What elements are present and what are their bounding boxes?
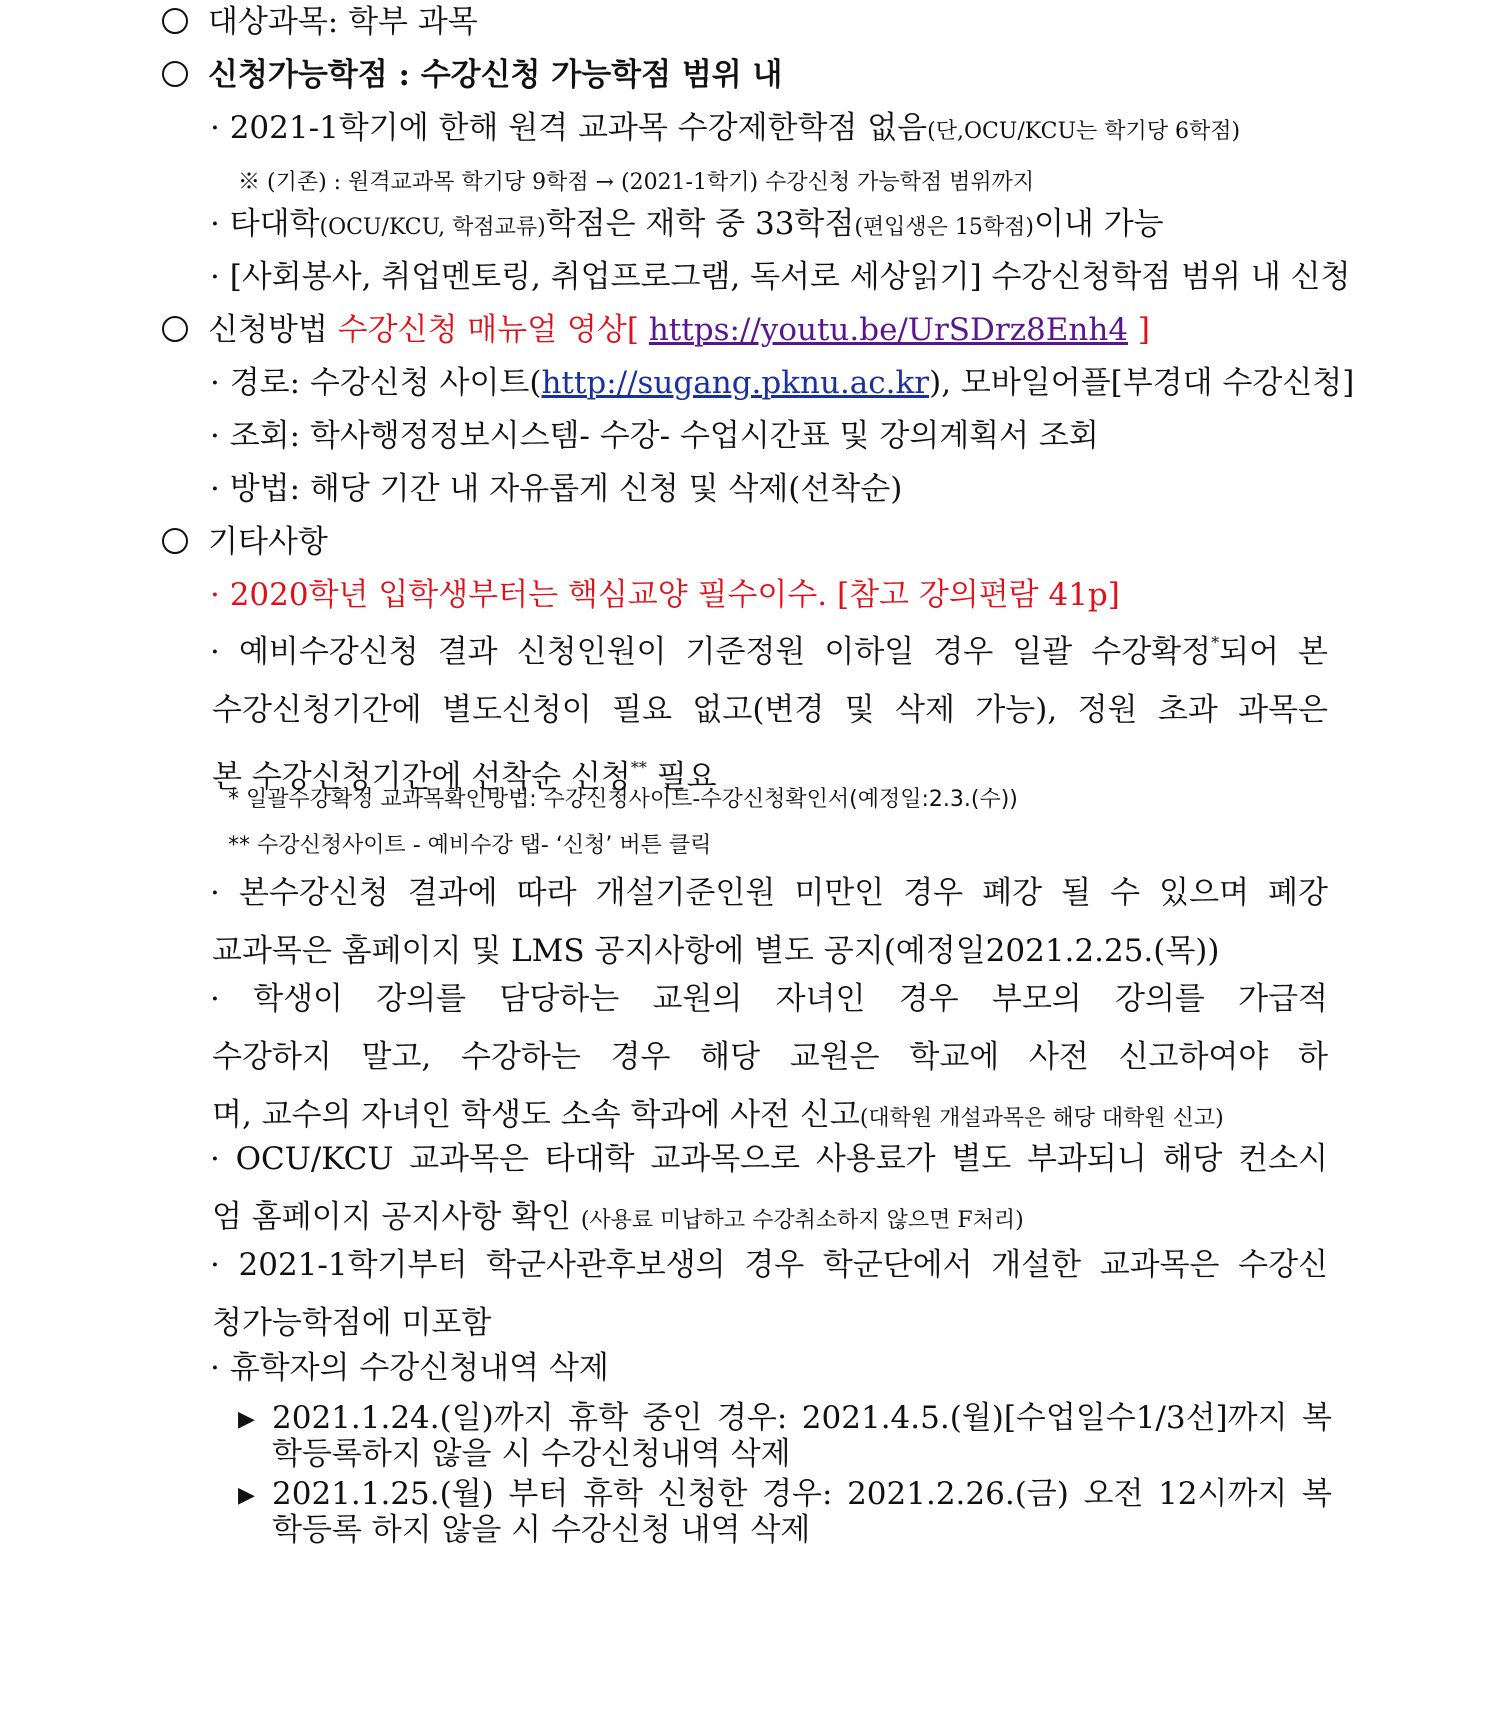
leave-rule-2	[238, 1476, 1332, 1548]
section-title: 신청가능학점 : 수강신청 가능학점 범위 내	[208, 57, 783, 93]
footnote-2: ** 수강신청사이트 - 예비수강 탭- ‘신청’ 버튼 클릭	[228, 833, 712, 858]
paragraph-line: · 2021-1학기부터 학군사관후보생의 경우 학군단에서 개설한 교과목은 수강신	[210, 1247, 1328, 1283]
circle-bullet-icon	[162, 61, 188, 87]
leave-of-absence-item: · 휴학자의 수강신청내역 삭제	[210, 1350, 609, 1386]
item-text: ), 모바일어플[부경대 수강신청]	[929, 365, 1355, 401]
section-title: 대상과목: 학부 과목	[208, 4, 478, 40]
section-title: 기타사항	[208, 524, 328, 560]
section-credits	[162, 55, 783, 95]
circle-bullet-icon	[162, 8, 188, 34]
section-title: 신청방법	[208, 312, 328, 348]
paragraph-line: · 학생이 강의를 담당하는 교원의 자녀인 경우 부모의 강의를 가급적	[210, 981, 1328, 1017]
sugang-site-link[interactable]: http://sugang.pknu.ac.kr	[541, 365, 930, 401]
course-cancellation-item	[210, 864, 1328, 980]
item-text: 학점은 재학 중 33학점	[545, 206, 855, 242]
section-method	[162, 310, 1150, 350]
rule-line: 학등록 하지 않을 시 수강신청 내역 삭제	[272, 1512, 811, 1548]
line-text: · 예비수강신청 결과 신청인원이 기준정원 이하일 경우 일괄 수강확정	[210, 634, 1212, 670]
manual-video-bracket: ]	[1137, 312, 1151, 348]
method-how-item: · 방법: 해당 기간 내 자유롭게 신청 및 삭제(선착순)	[210, 471, 903, 507]
method-path-item	[210, 363, 1354, 403]
rule-line: 2021.1.25.(월) 부터 휴학 신청한 경우: 2021.2.26.(금) 오전 12시까지 복	[272, 1476, 1332, 1512]
credits-other-university-item	[210, 204, 1164, 248]
item-note: (편입생은 15학점)	[854, 215, 1034, 240]
triangle-bullet-icon: ▶	[238, 1407, 255, 1432]
item-text: · 경로: 수강신청 사이트(	[210, 365, 542, 401]
line-text: 엄 홈페이지 공지사항 확인	[212, 1199, 581, 1235]
section-target-courses	[162, 2, 478, 42]
line-text: 필요	[646, 759, 717, 795]
circle-bullet-icon	[162, 528, 188, 554]
core-liberal-arts-item: · 2020학년 입학생부터는 핵심교양 필수이수. [참고 강의편람 41p]	[210, 577, 1120, 613]
line-note: (대학원 개설과목은 해당 대학원 신고)	[859, 1106, 1224, 1131]
section-etc	[162, 522, 328, 562]
paragraph-line: 수강하지 말고, 수강하는 경우 해당 교원은 학교에 사전 신고하여야 하	[212, 1039, 1328, 1075]
faculty-child-item	[210, 970, 1328, 1148]
circle-bullet-icon	[162, 316, 188, 342]
credits-reference-note: ※ (기존) : 원격교과목 학기당 9학점 → (2021-1학기) 수강신청 가능학점 범위까지	[238, 170, 1035, 195]
line-text: 며, 교수의 자녀인 학생도 소속 학과에 사전 신고	[212, 1097, 860, 1133]
rule-line: 2021.1.24.(일)까지 휴학 중인 경우: 2021.4.5.(월)[수업일수1/3선]까지 복	[272, 1400, 1332, 1436]
line-note: (사용료 미납하고 수강취소하지 않으면 F처리)	[580, 1208, 1024, 1233]
item-text: · 타대학	[210, 206, 320, 242]
item-text: · 2021-1학기에 한해 원격 교과목 수강제한학점 없음	[210, 110, 928, 146]
manual-video-label: 수강신청 매뉴얼 영상[	[337, 312, 639, 348]
paragraph-line: · OCU/KCU 교과목은 타대학 교과목으로 사용료가 별도 부과되니 해당 컨소시	[210, 1141, 1328, 1177]
credits-remote-item	[210, 108, 1240, 152]
manual-video-link[interactable]: https://youtu.be/UrSDrz8Enh4	[648, 312, 1129, 348]
rule-line: 학등록하지 않을 시 수강신청내역 삭제	[272, 1436, 791, 1472]
item-note: (단,OCU/KCU는 학기당 6학점)	[927, 119, 1241, 144]
item-note: (OCU/KCU, 학점교류)	[319, 215, 546, 240]
footnote-mark: **	[630, 758, 647, 777]
pre-registration-item	[210, 614, 1328, 806]
credits-special-courses-item: · [사회봉사, 취업멘토링, 취업프로그램, 독서로 세상읽기] 수강신청학점 범위 내 신청	[210, 259, 1351, 295]
leave-rule-1	[238, 1400, 1332, 1472]
paragraph-line: 수강신청기간에 별도신청이 필요 없고(변경 및 삭제 가능), 정원 초과 과목은	[212, 692, 1328, 728]
paragraph-line: · 본수강신청 결과에 따라 개설기준인원 미만인 경우 폐강 될 수 있으며 폐강	[210, 875, 1328, 911]
paragraph-line: 교과목은 홈페이지 및 LMS 공지사항에 별도 공지(예정일2021.2.25.(목))	[212, 933, 1220, 969]
method-lookup-item: · 조회: 학사행정정보시스템- 수강- 수업시간표 및 강의계획서 조회	[210, 418, 1099, 454]
paragraph-line: 청가능학점에 미포함	[212, 1305, 492, 1341]
footnote-mark: *	[1211, 633, 1220, 652]
item-text: 이내 가능	[1033, 206, 1164, 242]
ocu-kcu-item	[210, 1130, 1328, 1250]
line-text: 되어 본	[1219, 634, 1328, 670]
line-text: 본 수강신청기간에 선착순 신청	[212, 759, 631, 795]
rotc-item	[210, 1236, 1328, 1352]
footnote-1: * 일괄수강확정 교과목확인방법: 수강신청사이트-수강신청확인서(예정일:2.3.(수))	[228, 787, 1018, 812]
paragraph-line	[210, 614, 1328, 681]
triangle-bullet-icon: ▶	[238, 1483, 255, 1508]
